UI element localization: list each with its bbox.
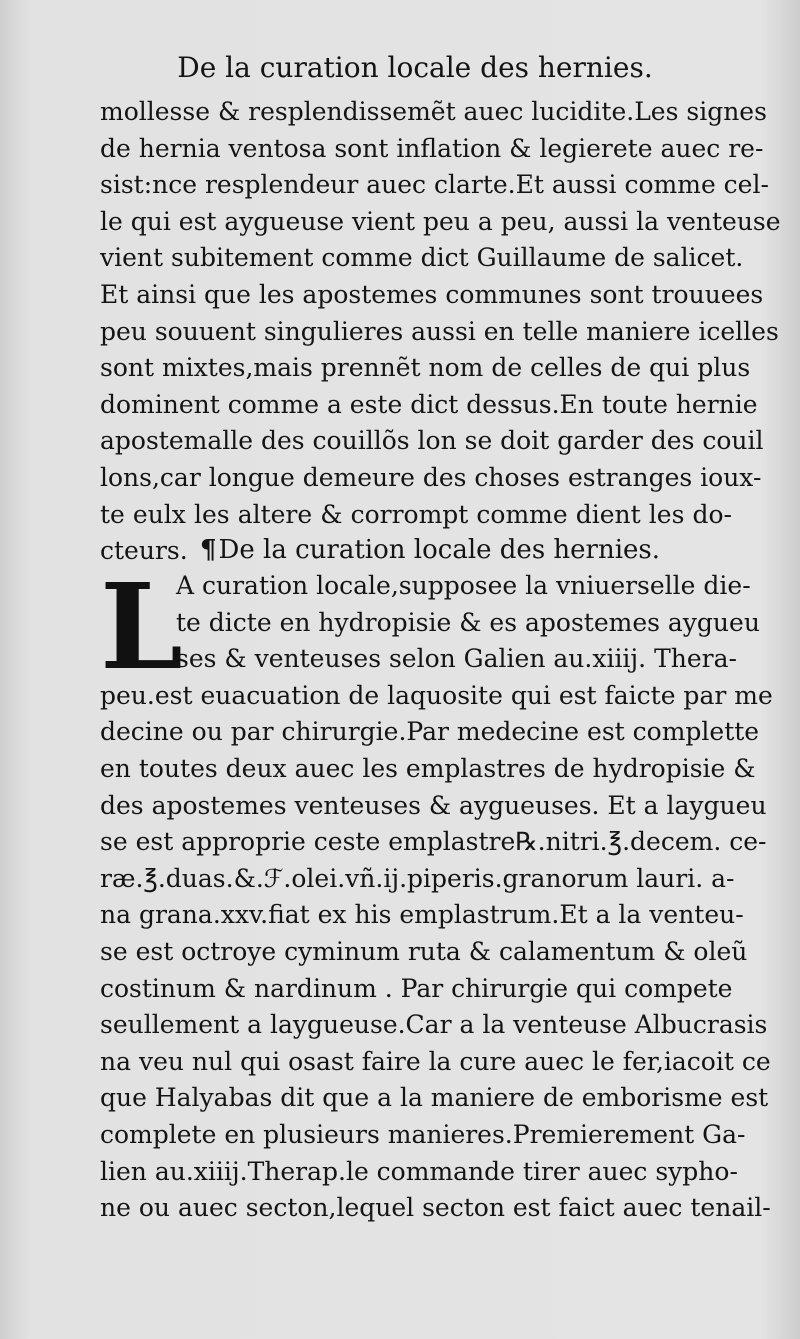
text-line: se est octroye cyminum ruta & calamentum & oleũ bbox=[100, 936, 748, 966]
paragraph-curation-indented bbox=[176, 568, 760, 678]
text-line: des apostemes venteuses & aygueuses. Et a laygueu bbox=[100, 790, 767, 820]
text-line: peu souuent singulieres aussi en telle maniere icelles bbox=[100, 316, 779, 346]
section-heading-text: De la curation locale des hernies. bbox=[218, 535, 661, 565]
section-heading bbox=[200, 532, 660, 568]
text-line: lons,car longue demeure des choses estranges ioux- bbox=[100, 462, 762, 492]
text-line: ræ.℥.duas.&.ℱ.olei.vñ.ij.piperis.granorum lauri. a- bbox=[100, 863, 735, 893]
text-line: de hernia ventosa sont inflation & legierete auec re- bbox=[100, 133, 764, 163]
text-line: sont mixtes,mais prennẽt nom de celles de qui plus bbox=[100, 353, 751, 383]
text-line: cteurs. bbox=[100, 536, 188, 566]
running-head: De la curation locale des hernies. bbox=[177, 51, 653, 84]
text-line: que Halyabas dit que a la maniere de emborisme est bbox=[100, 1083, 769, 1113]
text-line: na grana.xxv.fiat ex his emplastrum.Et a la venteu- bbox=[100, 900, 744, 930]
text-line: apostemalle des couillõs lon se doit garder des couil bbox=[100, 426, 764, 456]
text-line: complete en plusieurs manieres.Premierement Ga- bbox=[100, 1119, 746, 1149]
text-line: decine ou par chirurgie.Par medecine est complette bbox=[100, 717, 760, 747]
text-line: na veu nul qui osast faire la cure auec le fer,iacoit ce bbox=[100, 1046, 771, 1076]
text-line: te dicte en hydropisie & es apostemes aygueu bbox=[176, 607, 760, 637]
text-line: costinum & nardinum . Par chirurgie qui compete bbox=[100, 973, 733, 1003]
text-line: mollesse & resplendissemẽt auec lucidite.Les signes bbox=[100, 97, 767, 126]
text-line: dominent comme a este dict dessus.En toute hernie bbox=[100, 389, 758, 419]
text-line: peu.est euacuation de laquosite qui est faicte par me bbox=[100, 680, 773, 710]
text-line: seullement a laygueuse.Car a la venteuse Albucrasis bbox=[100, 1010, 768, 1040]
text-line: en toutes deux auec les emplastres de hydropisie & bbox=[100, 753, 756, 783]
paragraph-curation bbox=[100, 678, 773, 1227]
drop-cap-initial: L bbox=[100, 557, 183, 696]
text-line: A curation locale,supposee la vniuerselle die- bbox=[176, 571, 751, 600]
text-line: sist:nce resplendeur auec clarte.Et aussi comme cel- bbox=[100, 170, 769, 200]
pilcrow-mark: ¶ bbox=[200, 535, 217, 565]
text-line: le qui est aygueuse vient peu a peu, aussi la venteuse bbox=[100, 206, 781, 236]
text-line: lien au.xiiij.Therap.le commande tirer auec sypho- bbox=[100, 1156, 738, 1186]
text-line: ses & venteuses selon Galien au.xiiij. Thera- bbox=[176, 644, 737, 674]
text-line: vient subitement comme dict Guillaume de salicet. bbox=[100, 243, 744, 273]
text-line: Et ainsi que les apostemes communes sont trouuees bbox=[100, 279, 764, 309]
text-line: te eulx les altere & corrompt comme dient les do- bbox=[100, 499, 732, 529]
paragraph-hernia-signs bbox=[100, 94, 781, 570]
text-line: ne ou auec secton,lequel secton est faict auec tenail- bbox=[100, 1193, 771, 1223]
text-line: se est approprie ceste emplastre℞.nitri.℥.decem. ce- bbox=[100, 827, 767, 857]
